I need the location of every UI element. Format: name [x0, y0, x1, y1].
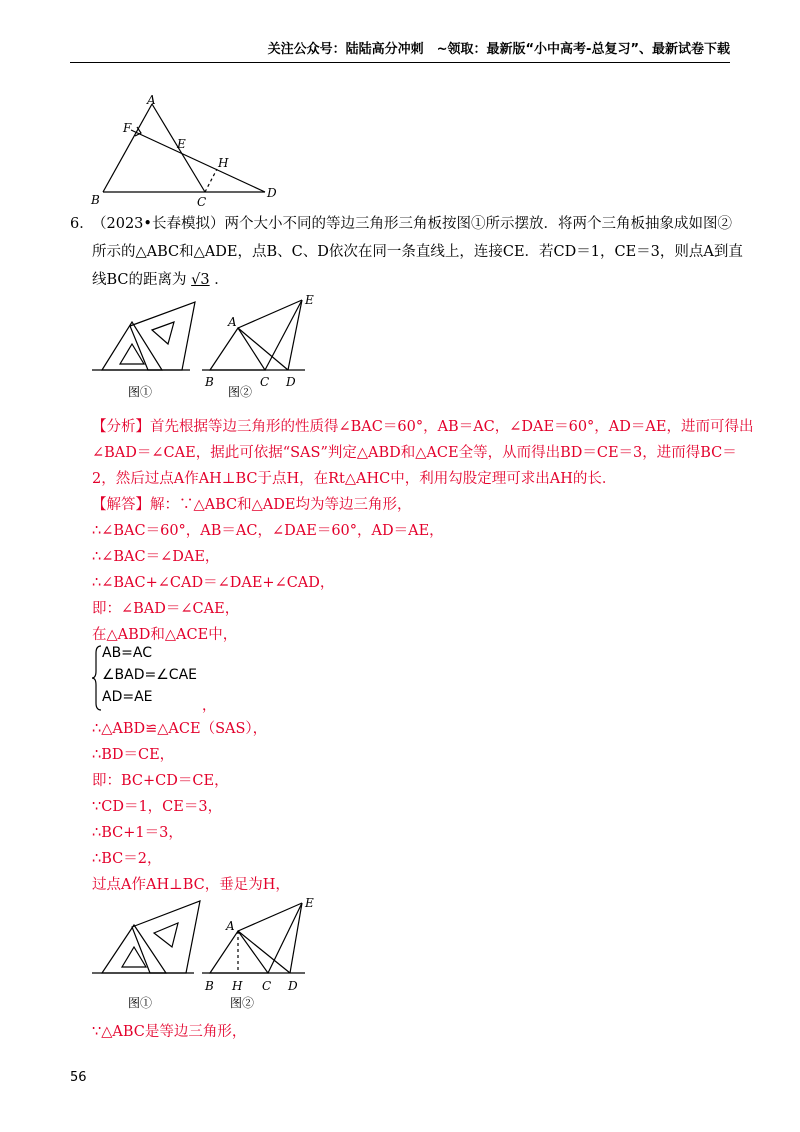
- solution2-line-6: ∴BC＝2，: [92, 851, 162, 867]
- label-c: C: [197, 195, 207, 207]
- label-h: H: [218, 156, 229, 170]
- label-e: E: [177, 137, 186, 151]
- fig2-caption-2: 图②: [228, 385, 253, 398]
- last-line: ∵△ABC是等边三角形，: [92, 1024, 247, 1040]
- label-b: B: [91, 193, 100, 207]
- answer: √3: [191, 272, 210, 288]
- fig2-label-a: A: [228, 315, 237, 329]
- fig2-label-d: D: [286, 375, 296, 389]
- fig3-label-a: A: [226, 919, 235, 933]
- fig2-label-b: B: [205, 375, 214, 389]
- solution2-line-4: ∵CD＝1，CE＝3，: [92, 799, 223, 815]
- fig3-caption-2: 图②: [230, 996, 255, 1010]
- equation-system: [92, 645, 232, 714]
- fig3-label-b: B: [205, 979, 214, 993]
- solution2-line-1: ∴△ABD≌△ACE（SAS），: [92, 721, 268, 737]
- solution-line-3: ∴∠BAC＝∠DAE，: [92, 549, 220, 565]
- system-row-2: ∠BAD=∠CAE: [102, 667, 197, 683]
- system-row-3: AD=AE: [102, 689, 153, 705]
- triangle-figure-top: [85, 92, 285, 207]
- solution-line-5: 即：∠BAD＝∠CAE，: [92, 601, 240, 617]
- label-d: D: [267, 186, 277, 200]
- question-line-1: 6．（2023•长春模拟）两个大小不同的等边三角形三角板按图①所示摆放．将两个三角板抽象成如图②: [70, 216, 732, 232]
- fig3-caption-1: 图①: [128, 996, 153, 1010]
- question-line-2: 所示的△ABC和△ADE，点B、C、D依次在同一条直线上，连接CE．若CD＝1，CE＝3，则点A到直: [92, 244, 743, 260]
- label-f: F: [123, 121, 132, 135]
- solution-line-6: 在△ABD和△ACE中，: [92, 627, 238, 643]
- solution2-line-3: 即：BC+CD＝CE，: [92, 773, 229, 789]
- fig2-label-c: C: [260, 375, 270, 389]
- analysis-line-1: 【分析】首先根据等边三角形的性质得∠BAC＝60°，AB＝AC，∠DAE＝60°，AD＝AE，进而可得出: [92, 419, 754, 435]
- solution-line-4: ∴∠BAC+∠CAD＝∠DAE+∠CAD，: [92, 575, 335, 591]
- figure-set-2: [90, 292, 330, 398]
- system-tail: ，: [202, 698, 216, 714]
- system-row-1: AB=AC: [102, 645, 153, 661]
- fig2-caption-1: 图①: [128, 385, 153, 398]
- fig3-label-h: H: [232, 979, 243, 993]
- brace-icon: [92, 645, 102, 711]
- solution2-line-2: ∴BD＝CE，: [92, 747, 175, 763]
- fig3-label-c: C: [262, 979, 272, 993]
- page-number: 56: [70, 1070, 87, 1085]
- solution-line-2: ∴∠BAC＝60°，AB＝AC，∠DAE＝60°，AD＝AE，: [92, 523, 444, 539]
- solution2-line-5: ∴BC+1＝3，: [92, 825, 183, 841]
- page-header: 关注公众号：陆陆高分冲刺 ~领取：最新版“小中高考-总复习”、最新试卷下载: [70, 38, 730, 63]
- fig2-label-e: E: [305, 293, 314, 307]
- analysis-line-2: ∠BAD＝∠CAE，据此可依据“SAS”判定△ABD和△ACE全等，从而得出BD＝CE＝3，进而得BC＝: [92, 445, 737, 461]
- analysis-line-3: 2，然后过点A作AH⊥BC于点H，在Rt△AHC中，利用勾股定理可求出AH的长．: [92, 471, 617, 487]
- fig3-label-d: D: [288, 979, 298, 993]
- figure-set-3: [90, 893, 330, 1013]
- label-a: A: [147, 93, 156, 107]
- question-line-3: 线BC的距离为 √3 ．: [92, 272, 229, 288]
- solution2-line-7: 过点A作AH⊥BC，垂足为H，: [92, 877, 290, 893]
- fig3-label-e: E: [305, 896, 314, 910]
- solution-line-1: 【解答】解：∵△ABC和△ADE均为等边三角形，: [92, 497, 412, 513]
